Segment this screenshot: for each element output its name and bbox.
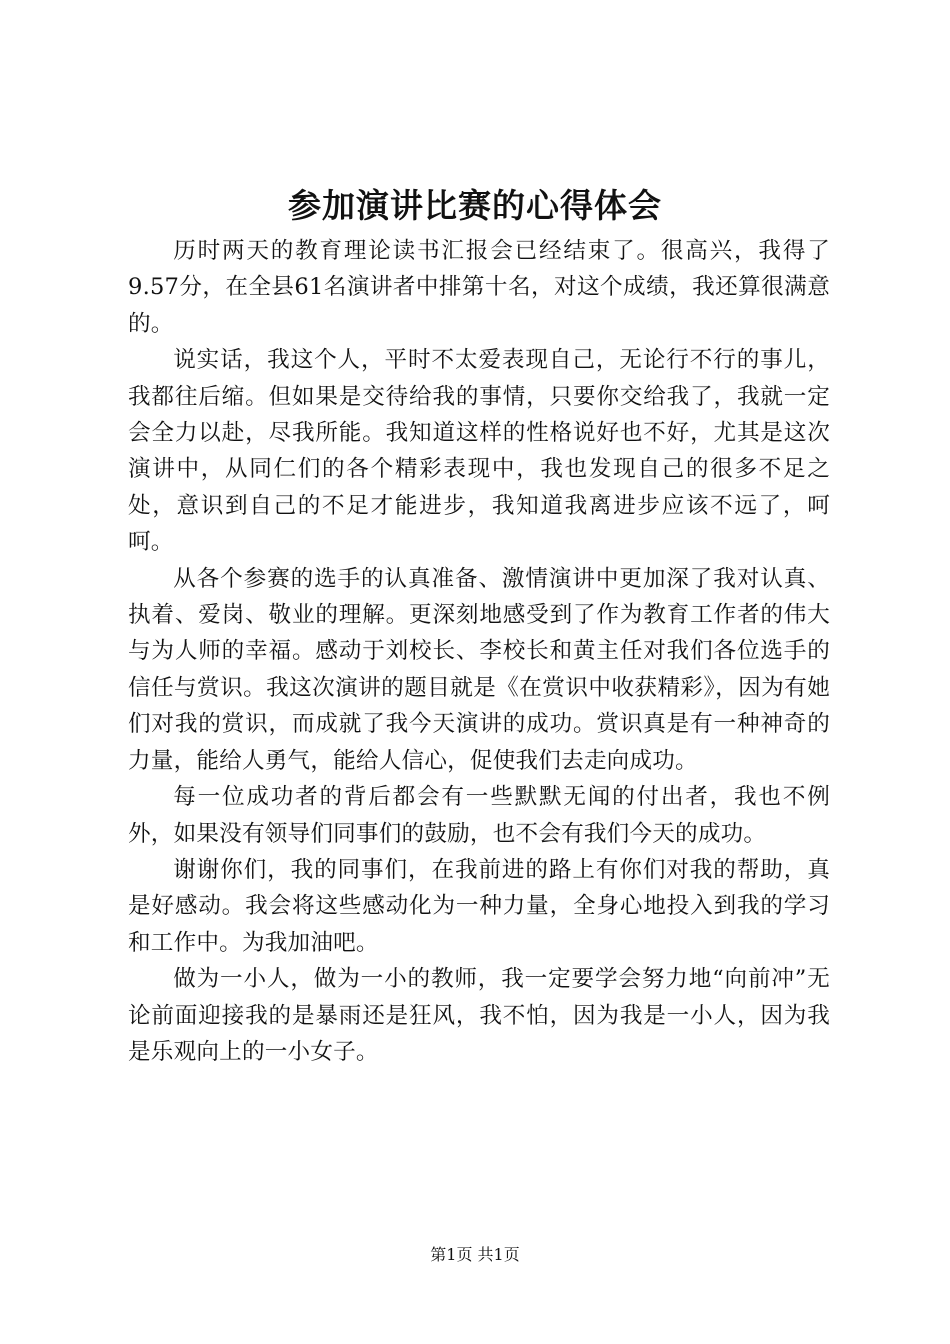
- paragraph-3: 从各个参赛的选手的认真准备、激情演讲中更加深了我对认真、执着、爱岗、敬业的理解。更深刻地感受到了作为教育工作者的伟大与为人师的幸福。感动于刘校长、李校长和黄主任对我们各位选手的信任与赏识。我这次演讲的题目就是《在赏识中收获精彩》，因为有她们对我的赏识，而成就了我今天演讲的成功。赏识真是有一种神奇的力量，能给人勇气，能给人信心，促使我们去走向成功。: [128, 565, 830, 774]
- paragraph-4: 每一位成功者的背后都会有一些默默无闻的付出者，我也不例外，如果没有领导们同事们的鼓励，也不会有我们今天的成功。: [128, 784, 830, 847]
- paragraph-6: 做为一小人，做为一小的教师，我一定要学会努力地“向前冲”无论前面迎接我的是暴雨还是狂风，我不怕，因为我是一小人，因为我是乐观向上的一小女子。: [128, 966, 830, 1065]
- page-footer: 第1页 共1页: [430, 1245, 520, 1264]
- paragraph-5: 谢谢你们，我的同事们，在我前进的路上有你们对我的帮助，真是好感动。我会将这些感动化为一种力量，全身心地投入到我的学习和工作中。为我加油吧。: [128, 856, 830, 956]
- paragraph-1: 历时两天的教育理论读书汇报会已经结束了。很高兴，我得了9.57分，在全县61名演讲者中排第十名，对这个成绩，我还算很满意的。: [128, 238, 830, 337]
- page-title: 参加演讲比赛的心得体会: [288, 186, 662, 225]
- document-body: [128, 233, 830, 1070]
- paragraph-2: 说实话，我这个人，平时不太爱表现自己，无论行不行的事儿，我都往后缩。但如果是交待给我的事情，只要你交给我了，我就一定会全力以赴，尽我所能。我知道这样的性格说好也不好，尤其是这次演讲中，从同仁们的各个精彩表现中，我也发现自己的很多不足之处，意识到自己的不足才能进步，我知道我离进步应该不远了，呵呵。: [128, 347, 830, 556]
